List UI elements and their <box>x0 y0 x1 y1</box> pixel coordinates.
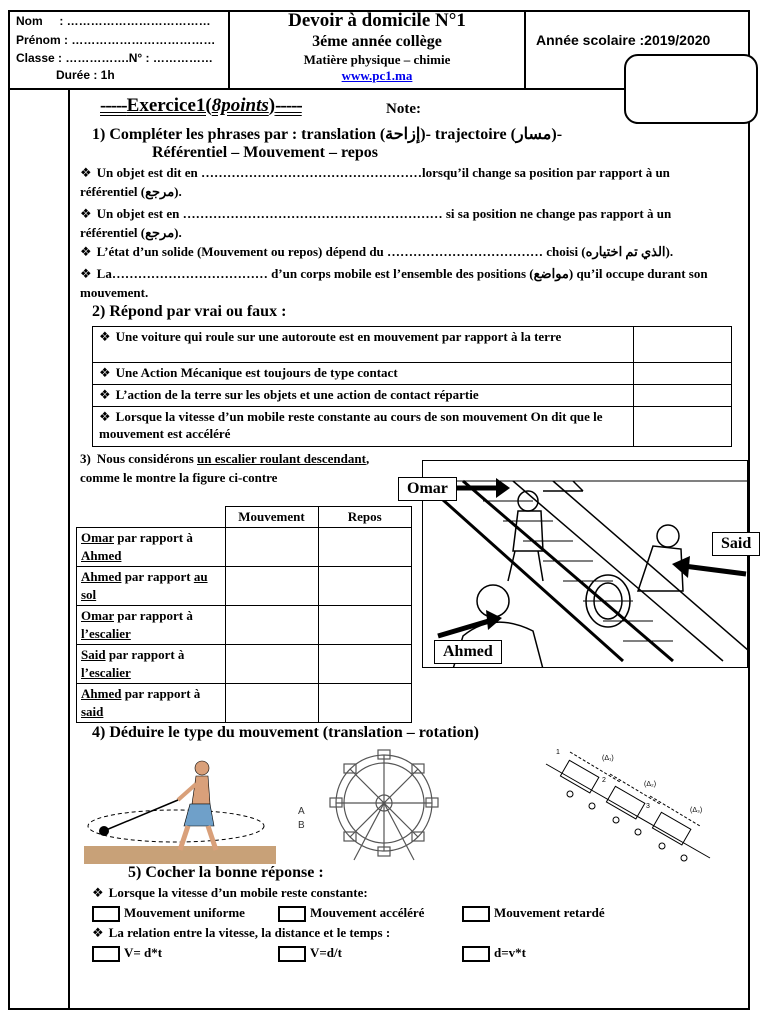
duration-text: Durée : 1h <box>56 68 115 82</box>
q5-title: 5) Cocher la bonne réponse : <box>128 864 324 881</box>
page-frame-bottom <box>8 1008 750 1010</box>
cell-r5-mouvement[interactable] <box>225 684 318 723</box>
site-link[interactable]: www.pc1.ma <box>341 68 413 83</box>
hammer-thrower-drawing <box>84 754 276 864</box>
exercise-title-post: ) <box>268 95 276 116</box>
q5-option-vdivt[interactable]: V=d/t <box>278 944 342 962</box>
inclined-plane-drawing <box>540 746 734 864</box>
exercise-title-pre: Exercice1( <box>126 95 212 116</box>
movement-table: Mouvement Repos Omar par rapport à Ahmed Ahmed par rapport au sol Omar par rapport à l’escalier Said par rapport à l’escalier Ahmed par rapport à said <box>76 506 412 723</box>
q1-instruction-line1: 1) Compléter les phrases par : translation (إزاحة)- trajectoire (مسار)- <box>92 126 563 143</box>
q1-item-3: ❖ L’état d’un solide (Mouvement ou repos) dépend du ……………………………… choisi (الذي تم اختياره). <box>80 244 674 260</box>
exercise-points: 8points <box>211 95 269 116</box>
checkbox-retarde[interactable] <box>462 906 490 922</box>
answer-cell-4[interactable] <box>634 407 732 447</box>
checkbox-uniforme[interactable] <box>92 906 120 922</box>
q1-item-4: ❖ La……………………………… d’un corps mobile est l’ensemble des positions (مواضع) qu’il occupe durant son mouvement. <box>80 266 708 300</box>
checkbox-d-v-times-t[interactable] <box>462 946 490 962</box>
q5-option-vdt[interactable]: V= d*t <box>92 944 162 962</box>
page-frame-top <box>8 88 618 90</box>
diamond-bullet-icon: ❖ <box>99 366 111 381</box>
diamond-bullet-icon: ❖ <box>80 166 92 181</box>
page-frame-right <box>748 122 750 1010</box>
exercise-title: -----Exercice1(8points)----- <box>100 95 302 116</box>
position-1-label: 1 <box>556 749 560 756</box>
position-3-label: 3 <box>646 803 650 810</box>
student-firstname-field[interactable]: Prénom : ……………………………… <box>16 33 216 47</box>
class-level: 3éme année collège <box>312 33 442 50</box>
diamond-bullet-icon: ❖ <box>99 330 111 345</box>
diamond-bullet-icon: ❖ <box>99 410 111 425</box>
q5-question-a: ❖ Lorsque la vitesse d’un mobile reste constante: <box>92 885 368 901</box>
q1-item-2: ❖ Un objet est en …………………………………………………… si sa position ne change pas rapport à un référentiel (مرجع). <box>80 206 672 240</box>
cell-r2-repos[interactable] <box>318 567 412 606</box>
wheel-label-b: B <box>298 820 305 831</box>
q3-text: 3) Nous considérons un escalier roulant descendant, comme le montre la figure ci-contre <box>80 451 370 485</box>
diamond-bullet-icon: ❖ <box>80 267 92 282</box>
q5-question-b: ❖ La relation entre la vitesse, la distance et le temps : <box>92 925 391 941</box>
q1-instruction-line2: Référentiel – Mouvement – repos <box>152 144 379 161</box>
said-arrow-icon <box>668 556 748 596</box>
diamond-bullet-icon: ❖ <box>92 926 104 941</box>
cell-r1-repos[interactable] <box>318 528 412 567</box>
page-frame-left <box>8 88 10 1010</box>
grade-box <box>624 54 758 124</box>
ferris-wheel-drawing <box>292 748 452 864</box>
wheel-label-a: A <box>298 806 305 817</box>
label-ahmed: Ahmed <box>434 640 502 664</box>
q2-title: 2) Répond par vrai ou faux : <box>92 303 287 320</box>
school-year: Année scolaire :2019/2020 <box>536 32 711 48</box>
cell-r3-mouvement[interactable] <box>225 606 318 645</box>
diamond-bullet-icon: ❖ <box>99 388 111 403</box>
diamond-bullet-icon: ❖ <box>80 245 92 260</box>
answer-cell-3[interactable] <box>634 385 732 407</box>
q5-option-retarde[interactable]: Mouvement retardé <box>462 904 605 922</box>
diamond-bullet-icon: ❖ <box>92 886 104 901</box>
cell-r1-mouvement[interactable] <box>225 528 318 567</box>
q5-option-dvt[interactable]: d=v*t <box>462 944 526 962</box>
subject-text: Matière physique – chimie <box>303 52 451 67</box>
diamond-bullet-icon: ❖ <box>80 207 92 222</box>
checkbox-v-d-div-t[interactable] <box>278 946 306 962</box>
cell-r2-mouvement[interactable] <box>225 567 318 606</box>
omar-arrow-icon <box>452 468 512 508</box>
hammer-thrower-figure <box>84 754 276 864</box>
true-false-table: ❖ Une voiture qui roule sur une autoroute est en mouvement par rapport à la terre ❖ Une Action Mécanique est toujours de type contact ❖ L’action de la terre sur les objets et une action de contact répartie ❖ Lorsque la vitesse d’un mobile reste constante au cours de son mouvement On dit que le mouvement est accéléré <box>92 326 732 447</box>
q5-option-accelere[interactable]: Mouvement accéléré <box>278 904 424 922</box>
position-2-label: 2 <box>602 777 606 784</box>
q1-item-1: ❖ Un objet est dit en ……………………………………………lorsqu’il change sa position par rapport à un référentiel (مرجع). <box>80 165 670 199</box>
q4-title: 4) Déduire le type du mouvement (translation – rotation) <box>92 724 479 741</box>
checkbox-v-d-times-t[interactable] <box>92 946 120 962</box>
inclined-plane-figure <box>540 746 734 864</box>
ferris-wheel-figure <box>292 748 452 864</box>
doc-title: Devoir à domicile N°1 <box>288 10 466 31</box>
answer-cell-1[interactable] <box>634 327 732 363</box>
delta-2-label: (Δ₂) <box>644 781 657 788</box>
cell-r3-repos[interactable] <box>318 606 412 645</box>
answer-cell-2[interactable] <box>634 363 732 385</box>
label-said: Said <box>712 532 760 556</box>
checkbox-accelere[interactable] <box>278 906 306 922</box>
cell-r4-repos[interactable] <box>318 645 412 684</box>
cell-r5-repos[interactable] <box>318 684 412 723</box>
label-omar: Omar <box>398 477 457 501</box>
note-label: Note: <box>386 101 421 117</box>
page-margin-line <box>68 88 70 1010</box>
delta-3-label: (Δ₃) <box>690 807 703 814</box>
student-class-field[interactable]: Classe : …………….N° : …………… <box>16 51 213 65</box>
student-name-field[interactable]: Nom : ……………………………… <box>16 14 211 28</box>
delta-1-label: (Δ₁) <box>602 755 614 762</box>
cell-r4-mouvement[interactable] <box>225 645 318 684</box>
q5-option-uniforme[interactable]: Mouvement uniforme <box>92 904 245 922</box>
